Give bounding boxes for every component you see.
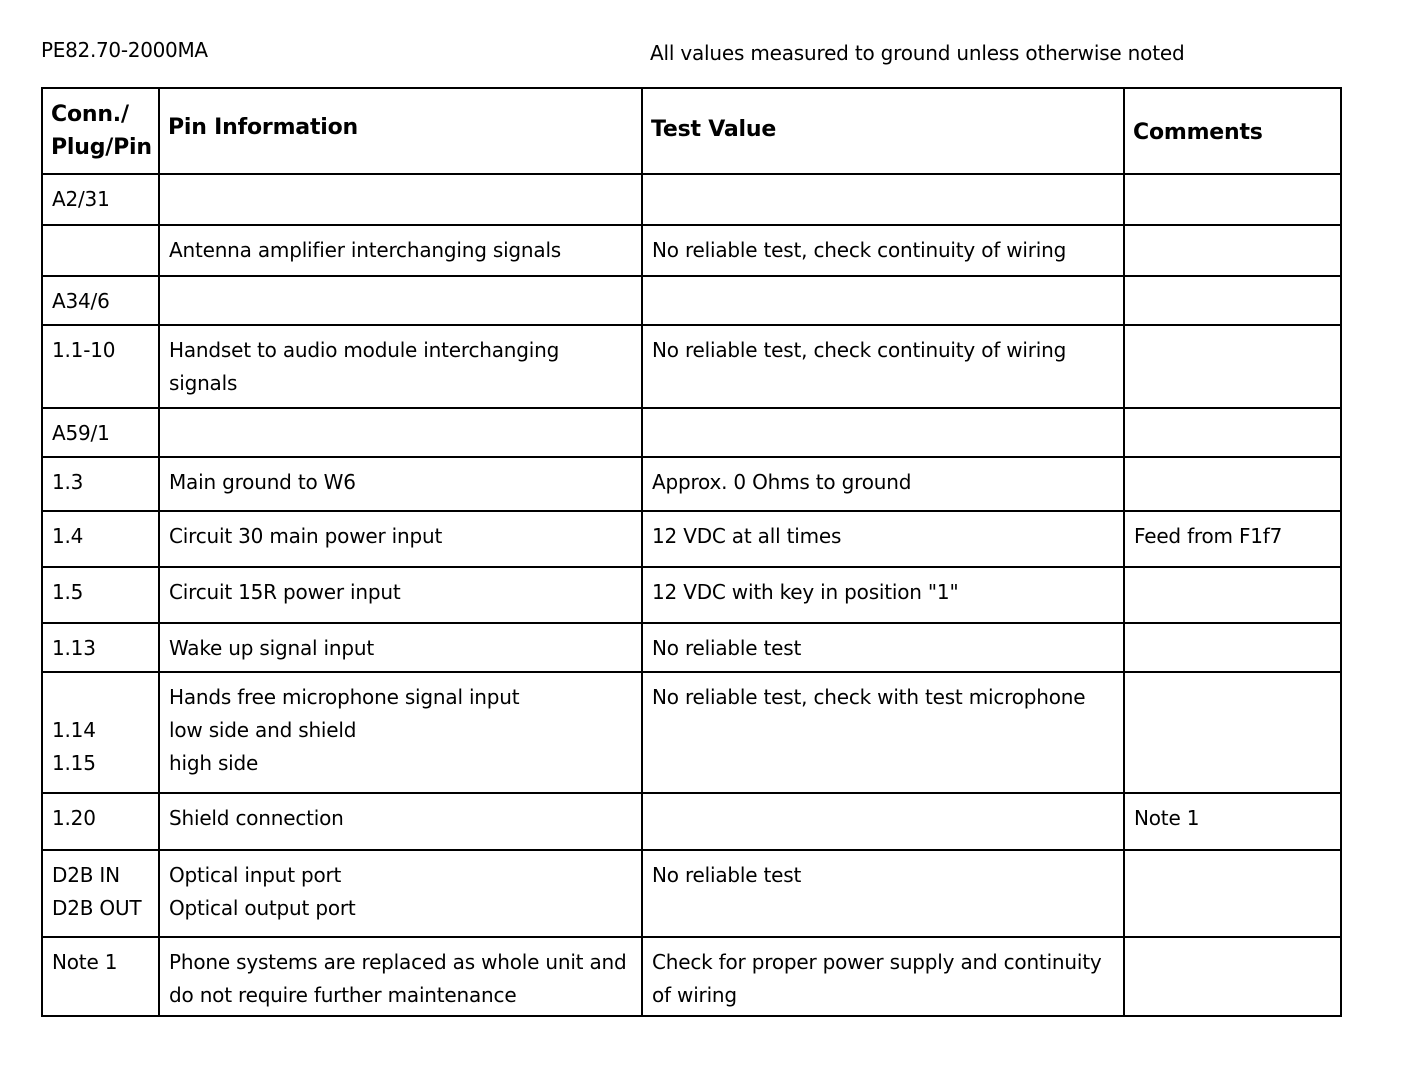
cell-comment: [1124, 567, 1341, 623]
table-header-row: [42, 88, 1341, 174]
cell-pin-info: [159, 325, 642, 408]
cell-pin-line: 1.13: [52, 636, 96, 660]
cell-pin-info: [159, 850, 642, 937]
cell-pin-info-line: high side: [169, 751, 259, 775]
cell-pin-info-line: Phone systems are replaced as whole unit and: [169, 950, 627, 974]
cell-pin-info: [159, 937, 642, 1016]
cell-pin-line: 1.4: [52, 524, 84, 548]
cell-pin-info: [159, 276, 642, 325]
table-row: [42, 174, 1341, 225]
cell-test-value-line: No reliable test, check with test microphone: [652, 685, 1086, 709]
cell-test-value-line: 12 VDC with key in position "1": [652, 580, 959, 604]
cell-pin-info-line: Handset to audio module interchanging: [169, 338, 560, 362]
cell-pin: [42, 511, 159, 567]
cell-test-value: [642, 850, 1124, 937]
cell-test-value: [642, 511, 1124, 567]
table-row: [42, 672, 1341, 793]
cell-pin-line: 1.1-10: [52, 338, 116, 362]
cell-pin-info-line: do not require further maintenance: [169, 983, 517, 1007]
cell-comment: [1124, 276, 1341, 325]
cell-test-value-line: No reliable test, check continuity of wiring: [652, 338, 1067, 362]
cell-pin-info-line: low side and shield: [169, 718, 357, 742]
cell-comment: [1124, 672, 1341, 793]
cell-pin-info: [159, 793, 642, 850]
table-row: [42, 276, 1341, 325]
cell-pin-info: [159, 567, 642, 623]
header-pin-line2: Plug/Pin: [51, 135, 152, 160]
cell-test-value-line: Approx. 0 Ohms to ground: [652, 470, 912, 494]
cell-pin-info-line: signals: [169, 371, 238, 395]
cell-test-value: [642, 276, 1124, 325]
cell-pin-line: 1.14: [52, 718, 96, 742]
cell-comment: [1124, 325, 1341, 408]
cell-test-value-line: 12 VDC at all times: [652, 524, 842, 548]
cell-comment: [1124, 174, 1341, 225]
cell-pin-info: [159, 511, 642, 567]
cell-test-value-line: of wiring: [652, 983, 737, 1007]
header-conn-plug-pin: [42, 88, 159, 174]
cell-pin: [42, 174, 159, 225]
cell-pin: [42, 325, 159, 408]
table-body: [42, 174, 1341, 1016]
cell-pin-info-line: Antenna amplifier interchanging signals: [169, 238, 562, 262]
cell-pin: [42, 225, 159, 276]
cell-pin: [42, 672, 159, 793]
table-row: [42, 623, 1341, 672]
cell-comment: [1124, 457, 1341, 511]
table-row: [42, 408, 1341, 457]
cell-test-value: [642, 408, 1124, 457]
header-comments: Comments: [1124, 88, 1341, 174]
cell-pin-info-line: Wake up signal input: [169, 636, 374, 660]
cell-pin-line: 1.3: [52, 470, 84, 494]
table-row: [42, 457, 1341, 511]
cell-comment: [1124, 850, 1341, 937]
table-row: [42, 325, 1341, 408]
cell-test-value: [642, 325, 1124, 408]
cell-pin-info-line: Optical input port: [169, 863, 342, 887]
cell-test-value-line: No reliable test: [652, 863, 802, 887]
cell-comment: [1124, 937, 1341, 1016]
table-row: [42, 567, 1341, 623]
cell-pin-info-line: Optical output port: [169, 896, 356, 920]
cell-pin-line: D2B OUT: [52, 896, 142, 920]
cell-pin-line: 1.5: [52, 580, 84, 604]
cell-test-value-line: Check for proper power supply and continuity: [652, 950, 1102, 974]
cell-pin-info: [159, 672, 642, 793]
cell-pin: [42, 276, 159, 325]
cell-pin: [42, 937, 159, 1016]
cell-test-value: [642, 937, 1124, 1016]
cell-comment: [1124, 623, 1341, 672]
cell-pin-info-line: Circuit 30 main power input: [169, 524, 443, 548]
cell-test-value: [642, 793, 1124, 850]
header-test-value: Test Value: [642, 88, 1124, 174]
cell-pin: [42, 850, 159, 937]
cell-pin-info-line: Shield connection: [169, 806, 344, 830]
pin-test-table: [41, 87, 1342, 1017]
cell-test-value: [642, 672, 1124, 793]
cell-pin-line: [52, 681, 148, 714]
cell-test-value: [642, 174, 1124, 225]
cell-pin: [42, 567, 159, 623]
cell-comment: [1124, 225, 1341, 276]
cell-test-value: [642, 225, 1124, 276]
header-pin-information: Pin Information: [159, 88, 642, 174]
header-pin-line1: Conn./: [51, 102, 129, 127]
cell-pin-info: [159, 457, 642, 511]
table-row: [42, 225, 1341, 276]
cell-pin-line: D2B IN: [52, 863, 120, 887]
cell-pin-line: Note 1: [52, 950, 118, 974]
cell-comment: [1124, 408, 1341, 457]
table-row: [42, 793, 1341, 850]
cell-pin-info: [159, 225, 642, 276]
cell-test-value: [642, 567, 1124, 623]
cell-pin: [42, 623, 159, 672]
cell-comment: Feed from F1f7: [1124, 511, 1341, 567]
cell-test-value-line: No reliable test, check continuity of wiring: [652, 238, 1067, 262]
cell-test-value: [642, 623, 1124, 672]
table-row: [42, 511, 1341, 567]
cell-pin-info: [159, 623, 642, 672]
cell-pin-info-line: Main ground to W6: [169, 470, 356, 494]
cell-pin-line: A2/31: [52, 187, 110, 211]
cell-pin-line: A34/6: [52, 289, 110, 313]
table-row: [42, 850, 1341, 937]
cell-test-value-line: No reliable test: [652, 636, 802, 660]
cell-pin-line: A59/1: [52, 421, 110, 445]
cell-pin-info-line: Hands free microphone signal input: [169, 685, 520, 709]
measurement-note: All values measured to ground unless otherwise noted: [650, 41, 1185, 65]
cell-pin-info-line: Circuit 15R power input: [169, 580, 401, 604]
document-code: PE82.70-2000MA: [41, 38, 208, 62]
cell-pin-line: 1.15: [52, 751, 96, 775]
cell-comment: Note 1: [1124, 793, 1341, 850]
cell-pin: [42, 793, 159, 850]
cell-pin: [42, 457, 159, 511]
cell-pin-info: [159, 408, 642, 457]
cell-test-value: [642, 457, 1124, 511]
table-row: [42, 937, 1341, 1016]
cell-pin: [42, 408, 159, 457]
cell-pin-info: [159, 174, 642, 225]
cell-pin-line: 1.20: [52, 806, 96, 830]
